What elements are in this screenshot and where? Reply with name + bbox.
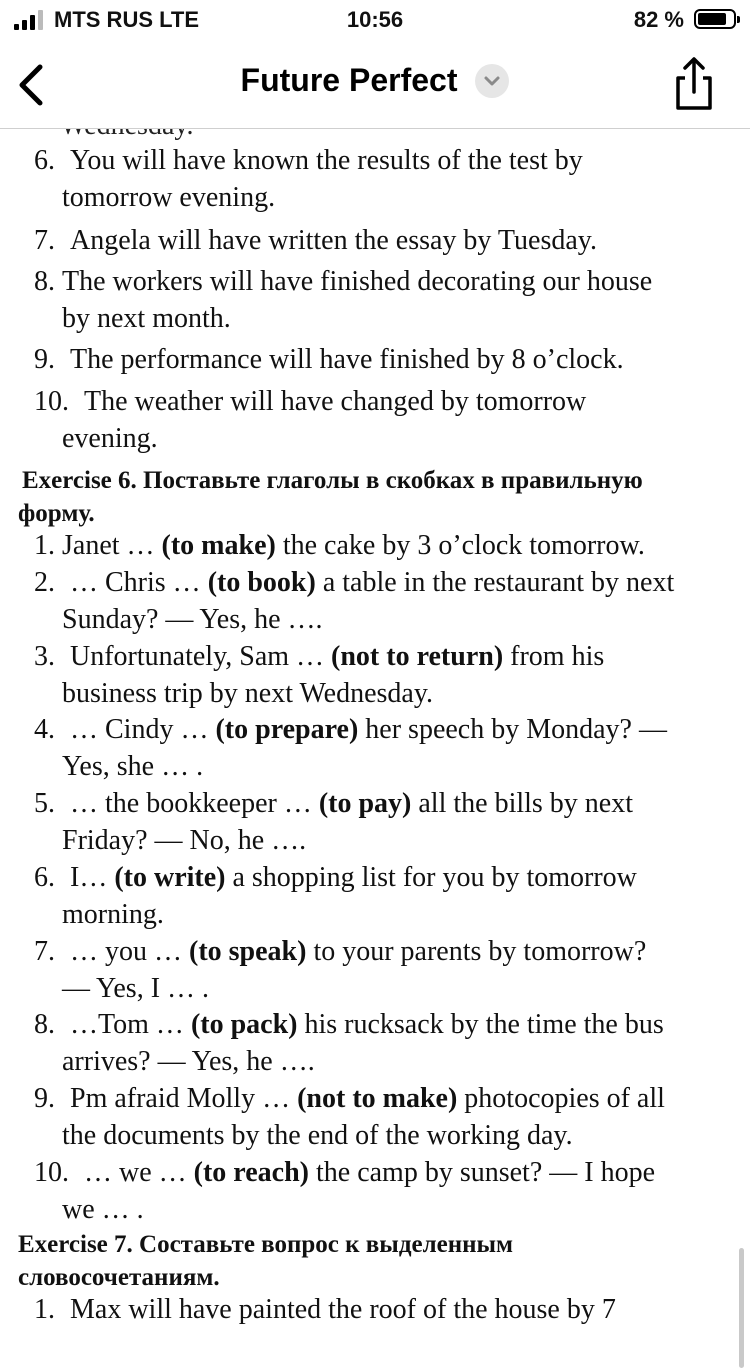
battery-icon bbox=[694, 9, 736, 29]
document-title: Future Perfect bbox=[240, 62, 458, 98]
battery-percentage: 82 % bbox=[633, 7, 684, 32]
title-menu-button[interactable] bbox=[475, 64, 509, 98]
clock: 10:56 bbox=[346, 7, 404, 32]
document-view[interactable]: 6. You will have known the results of the test by tomorrow evening. 7. Angela will have written the essay by Tuesday. 8. The workers will have finished decorating our house by next month. 9. The performance will have finished by 8 o’clock. 10. The weather will have changed by tomorrow evening. Exercise 6. Поставьте глаголы в скобках в правильную форму. 1. Janet … (to make) the cake by 3 o’clock tomorrow. 2. … Chris … (to book) a table in the restaurant by next Sunday? — Yes, he …. 3. Unfortunately, Sam … (not to return) from his business trip by next Wednesday. 4. … Cindy … (to prepare) her speech by Monday? — Yes, she … . 5. … the bookkeeper … (to pay) all the bills by next Friday? — No, he …. 6. I… (to write) a shopping list for you by tomorrow morning. 7. … you … (to speak) to your parents by tomorrow? — Yes, I … . 8. …Tom … (to pack) his rucksack by the time the bus arrives? — Yes, he …. 9. Pm afraid Molly … (not to make) photocopies of all the documents by the end of the working day. 10. … we … (to reach) the camp by sunset? — I hope we … . Exercise 7. Составьте вопрос к выделенным словосочетаниям. 1. Max will have painted the roof of the house by 7 bbox=[0, 128, 750, 1334]
status-bar bbox=[0, 0, 750, 42]
exercise-6-heading-cont: форму. bbox=[18, 500, 95, 527]
chevron-down-icon bbox=[475, 64, 509, 98]
exercise-7-heading: Exercise 7. Составьте вопрос к выделенным bbox=[18, 1231, 514, 1258]
scrollbar[interactable] bbox=[739, 1248, 744, 1368]
exercise-6-heading: Exercise 6. Поставьте глаголы в скобках в правильную bbox=[22, 467, 643, 494]
navigation-bar bbox=[0, 42, 750, 129]
share-button[interactable] bbox=[672, 56, 716, 112]
battery-fill bbox=[698, 13, 726, 25]
carrier-label: MTS RUS LTE bbox=[54, 7, 200, 32]
exercise-7-heading-cont: словосочетаниям. bbox=[18, 1264, 220, 1291]
title-group[interactable] bbox=[0, 62, 750, 99]
share-icon bbox=[672, 56, 716, 112]
